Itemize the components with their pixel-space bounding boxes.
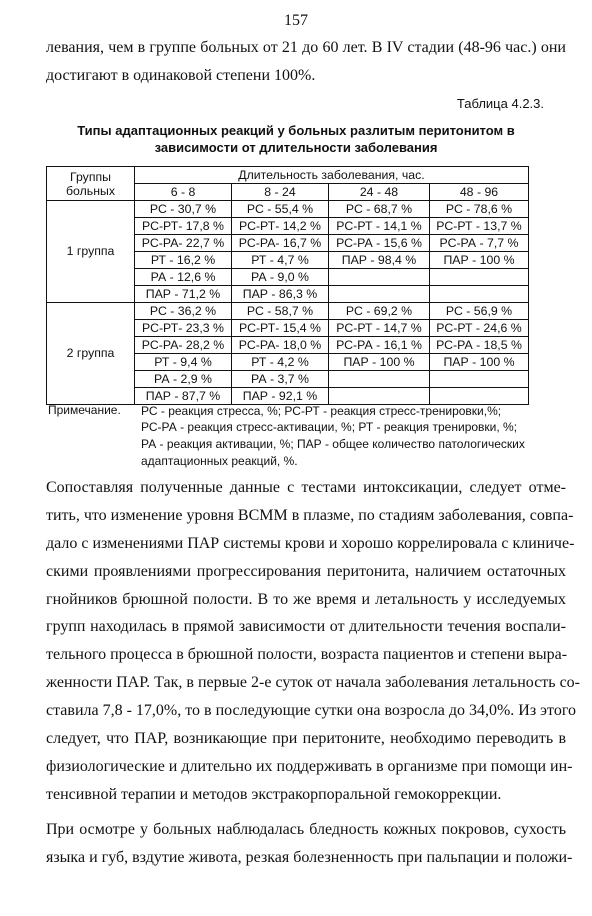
table-cell	[329, 371, 430, 388]
table-row	[47, 201, 529, 218]
note-line-2: РС-РА - реакция стресс-активации, %; РТ - реакция тренировки, %;	[141, 420, 518, 434]
table-cell: РС-РА- 22,7 %	[135, 235, 232, 252]
table-cell: РС-РА - 15,6 %	[329, 235, 430, 252]
table-cell: РС-РТ- 17,8 %	[135, 218, 232, 235]
table-caption-line-1: Типы адаптационных реакций у больных разлитым перитонитом в	[77, 123, 515, 138]
intro-line-2: достигают в одинаковой степени 100%.	[46, 67, 316, 84]
adaptation-table	[46, 166, 529, 405]
note-line-3: РА - реакция активации, %; ПАР - общее количество патологических	[141, 437, 525, 451]
paragraph-1-line-2: тить, что изменение уровня ВСММ в плазме, по стадиям заболевания, совпа-	[46, 507, 574, 524]
table-cell: РС - 36,2 %	[135, 303, 232, 320]
table-cell: ПАР - 71,2 %	[135, 286, 232, 303]
table-cell: РС-РТ - 24,6 %	[430, 320, 529, 337]
table-label: Таблица 4.2.3.	[456, 96, 544, 111]
table-caption-line-2: зависимости от длительности заболевания	[154, 140, 438, 155]
table-cell: РС - 55,4 %	[232, 201, 329, 218]
paragraph-1-line-7: тельного процесса в брюшной полости, возраста пациентов и степени выра-	[46, 646, 568, 663]
page-number: 157	[284, 12, 308, 29]
table-cell: ПАР - 100 %	[430, 252, 529, 269]
table-cell: РС-РА- 18,0 %	[232, 337, 329, 354]
table-cell: РТ - 4,2 %	[232, 354, 329, 371]
header-duration: Длительность заболевания, час.	[135, 167, 529, 184]
header-period: 6 - 8	[135, 184, 232, 201]
table-cell: ПАР - 98,4 %	[329, 252, 430, 269]
table-cell: РС-РТ - 14,1 %	[329, 218, 430, 235]
header-period: 24 - 48	[329, 184, 430, 201]
table-cell: ПАР - 92,1 %	[232, 388, 329, 405]
table-caption	[40, 122, 552, 156]
table-cell: РА - 12,6 %	[135, 269, 232, 286]
group-1-label: 1 группа	[47, 201, 135, 303]
table-cell: РС-РТ- 14,2 %	[232, 218, 329, 235]
table-cell: РА - 2,9 %	[135, 371, 232, 388]
header-groups-line-1: Группы	[70, 169, 111, 184]
note-label: Примечание.	[48, 403, 121, 417]
paragraph-1-line-4: скими проявлениями прогрессирования перитонита, наличием остаточных	[46, 563, 566, 580]
note-line-4: адаптационных реакций, %.	[141, 454, 298, 468]
group-2-label: 2 группа	[47, 303, 135, 405]
table-cell	[430, 371, 529, 388]
table-cell: РА - 3,7 %	[232, 371, 329, 388]
table-cell	[430, 286, 529, 303]
table-cell: РС-РА - 18,5 %	[430, 337, 529, 354]
table-cell: РС - 58,7 %	[232, 303, 329, 320]
header-groups-line-2: больных	[66, 183, 115, 198]
table-cell: ПАР - 86,3 %	[232, 286, 329, 303]
table-cell: РС - 68,7 %	[329, 201, 430, 218]
intro-line-1: левания, чем в группе больных от 21 до 60 лет. В IV стадии (48-96 час.) они	[46, 39, 566, 56]
paragraph-1-line-10: следует, что ПАР, возникающие при перитоните, необходимо переводить в	[46, 730, 566, 747]
paragraph-1-line-12: тенсивной терапии и методов экстракорпоральной гемокоррекции.	[46, 786, 502, 803]
table-cell	[329, 269, 430, 286]
header-groups	[47, 167, 135, 201]
paragraph-1-line-1: Сопоставляя полученные данные с тестами интоксикации, следует отме-	[46, 479, 566, 496]
paragraph-1-line-8: женности ПАР. Так, в первые 2-е суток от начала заболевания летальность со-	[46, 674, 581, 691]
table-cell	[329, 286, 430, 303]
table-cell: РС-РТ - 14,7 %	[329, 320, 430, 337]
paragraph-1-line-6: групп находилась в прямой зависимости от длительности течения воспали-	[46, 618, 566, 635]
table-cell: РТ - 4,7 %	[232, 252, 329, 269]
table-cell: РС-РА- 16,7 %	[232, 235, 329, 252]
table-cell: РТ - 9,4 %	[135, 354, 232, 371]
header-period: 48 - 96	[430, 184, 529, 201]
table-cell: РА - 9,0 %	[232, 269, 329, 286]
table-cell	[430, 269, 529, 286]
note-line-1: РС - реакция стресса, %; РС-РТ - реакция стресс-тренировки,%;	[141, 404, 502, 418]
table-cell: РС-РА- 28,2 %	[135, 337, 232, 354]
header-period: 8 - 24	[232, 184, 329, 201]
table-cell: РС - 78,6 %	[430, 201, 529, 218]
table-cell: ПАР - 100 %	[329, 354, 430, 371]
table-cell: РС-РА - 7,7 %	[430, 235, 529, 252]
table-cell	[430, 388, 529, 405]
table-cell: РС - 69,2 %	[329, 303, 430, 320]
table-cell: ПАР - 87,7 %	[135, 388, 232, 405]
table-cell: РС-РА - 16,1 %	[329, 337, 430, 354]
paragraph-1-line-9: ставила 7,8 - 17,0%, то в последующие сутки она возросла до 34,0%. Из этого	[46, 702, 576, 719]
table-cell: РС - 56,9 %	[430, 303, 529, 320]
paragraph-1-line-3: дало с изменениями ПАР системы крови и хорошо коррелировала с клиниче-	[46, 535, 575, 552]
table-cell: РС-РТ - 13,7 %	[430, 218, 529, 235]
table-cell: РТ - 16,2 %	[135, 252, 232, 269]
table-cell: РС-РТ- 15,4 %	[232, 320, 329, 337]
paragraph-1-line-5: гнойников брюшной полости. В то же время и летальность у исследуемых	[46, 591, 566, 608]
paragraph-1-line-11: физиологические и длительно их поддерживать в организме при помощи ин-	[46, 758, 573, 775]
table-cell	[329, 388, 430, 405]
paragraph-2-line-2: языка и губ, вздутие живота, резкая болезненность при пальпации и положи-	[46, 849, 573, 866]
table-row	[47, 303, 529, 320]
table-cell: РС-РТ- 23,3 %	[135, 320, 232, 337]
table-cell: РС - 30,7 %	[135, 201, 232, 218]
paragraph-2-line-1: При осмотре у больных наблюдалась бледность кожных покровов, сухость	[46, 821, 566, 838]
table-cell: ПАР - 100 %	[430, 354, 529, 371]
